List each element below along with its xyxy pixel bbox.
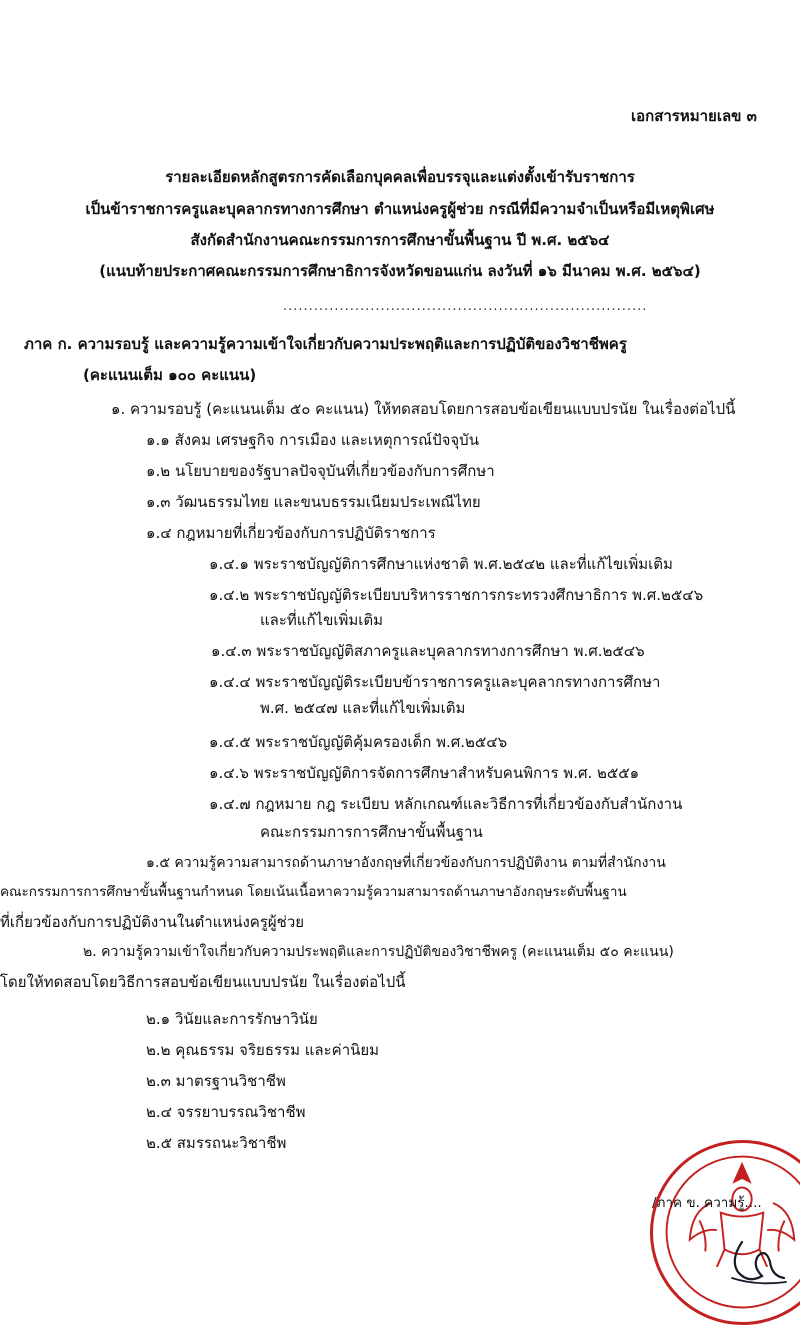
law-item-continuation: คณะกรรมการการศึกษาขั้นพื้นฐาน xyxy=(260,823,483,841)
next-page-indicator: /ภาค ข. ความรู้.... xyxy=(652,1195,762,1211)
law-item-continuation: พ.ศ. ๒๕๔๗ และที่แก้ไขเพิ่มเติม xyxy=(260,699,466,717)
title-separator: ....................................................................... xyxy=(283,299,648,314)
title-line-1: รายละเอียดหลักสูตรการคัดเลือกบุคคลเพื่อบรรจุและแต่งตั้งเข้ารับราชการ xyxy=(165,168,635,186)
item-1-5-line-1: ๑.๕ ความรู้ความสามารถด้านภาษาอังกฤษที่เกี่ยวข้องกับการปฏิบัติงาน ตามที่สำนักงาน xyxy=(146,855,666,871)
part2-item: ๒.๕ สมรรถนะวิชาชีพ xyxy=(146,1134,287,1152)
handwritten-signature xyxy=(722,1232,792,1292)
part2-item: ๒.๓ มาตรฐานวิชาชีพ xyxy=(146,1072,286,1090)
law-item: ๑.๔.๗ กฎหมาย กฎ ระเบียบ หลักเกณฑ์และวิธีการที่เกี่ยวข้องกับสำนักงาน xyxy=(209,795,683,813)
part2-item: ๒.๔ จรรยาบรรณวิชาชีพ xyxy=(146,1103,306,1121)
item-1-5-line-3: ที่เกี่ยวข้องกับการปฏิบัติงานในตำแหน่งครูผู้ช่วย xyxy=(0,913,305,931)
document-number: เอกสารหมายเลข ๓ xyxy=(631,107,757,125)
part1-item: ๑.๑ สังคม เศรษฐกิจ การเมือง และเหตุการณ์ปัจจุบัน xyxy=(146,431,479,449)
section-a-heading: ภาค ก. ความรอบรู้ และความรู้ความเข้าใจเกี่ยวกับความประพฤติและการปฏิบัติของวิชาชีพครู xyxy=(24,335,627,353)
part2-heading-line-1: ๒. ความรู้ความเข้าใจเกี่ยวกับความประพฤติและการปฏิบัติของวิชาชีพครู (คะแนนเต็ม ๕๐ คะแนน) xyxy=(83,944,674,960)
part1-item: ๑.๒ นโยบายของรัฐบาลปัจจุบันที่เกี่ยวข้องกับการศึกษา xyxy=(146,462,495,480)
part1-item: ๑.๔ กฎหมายที่เกี่ยวข้องกับการปฏิบัติราชการ xyxy=(146,524,436,542)
title-line-3: สังกัดสำนักงานคณะกรรมการการศึกษาขั้นพื้นฐาน ปี พ.ศ. ๒๕๖๔ xyxy=(190,231,610,249)
law-item: ๑.๔.๒ พระราชบัญญัติระเบียบบริหารราชการกระทรวงศึกษาธิการ พ.ศ.๒๕๔๖ xyxy=(209,586,704,604)
part2-heading-line-2: โดยให้ทดสอบโดยวิธีการสอบข้อเขียนแบบปรนัย ในเรื่องต่อไปนี้ xyxy=(0,973,406,991)
item-1-5-line-2: คณะกรรมการการศึกษาขั้นพื้นฐานกำหนด โดยเน้นเนื้อหาความรู้ความสามารถด้านภาษาอังกฤษระดับพื้นฐาน xyxy=(0,884,627,900)
law-item-continuation: และที่แก้ไขเพิ่มเติม xyxy=(260,611,384,629)
law-item: ๑.๔.๓ พระราชบัญญัติสภาครูและบุคลากรทางการศึกษา พ.ศ.๒๕๔๖ xyxy=(211,642,645,660)
part2-item: ๒.๒ คุณธรรม จริยธรรม และค่านิยม xyxy=(146,1041,380,1059)
part1-heading: ๑. ความรอบรู้ (คะแนนเต็ม ๕๐ คะแนน) ให้ทดสอบโดยการสอบข้อเขียนแบบปรนัย ในเรื่องต่อไปนี้ xyxy=(111,400,736,418)
law-item: ๑.๔.๕ พระราชบัญญัติคุ้มครองเด็ก พ.ศ.๒๕๔๖ xyxy=(209,733,508,751)
part2-item: ๒.๑ วินัยและการรักษาวินัย xyxy=(146,1010,318,1028)
title-line-4: (แนบท้ายประกาศคณะกรรมการศึกษาธิการจังหวัดขอนแก่น ลงวันที่ ๑๖ มีนาคม พ.ศ. ๒๕๖๔) xyxy=(99,262,701,280)
part1-item: ๑.๓ วัฒนธรรมไทย และขนบธรรมเนียมประเพณีไทย xyxy=(146,493,481,511)
title-line-2: เป็นข้าราชการครูและบุคลากรทางการศึกษา ตำแหน่งครูผู้ช่วย กรณีที่มีความจำเป็นหรือมีเหตุพิเศษ xyxy=(85,200,715,218)
law-item: ๑.๔.๖ พระราชบัญญัติการจัดการศึกษาสำหรับคนพิการ พ.ศ. ๒๕๕๑ xyxy=(209,764,640,782)
law-item: ๑.๔.๔ พระราชบัญญัติระเบียบข้าราชการครูและบุคลากรทางการศึกษา xyxy=(209,673,661,691)
section-a-full-score: (คะแนนเต็ม ๑๐๐ คะแนน) xyxy=(83,366,257,384)
law-item: ๑.๔.๑ พระราชบัญญัติการศึกษาแห่งชาติ พ.ศ.๒๕๔๒ และที่แก้ไขเพิ่มเติม xyxy=(209,555,673,573)
